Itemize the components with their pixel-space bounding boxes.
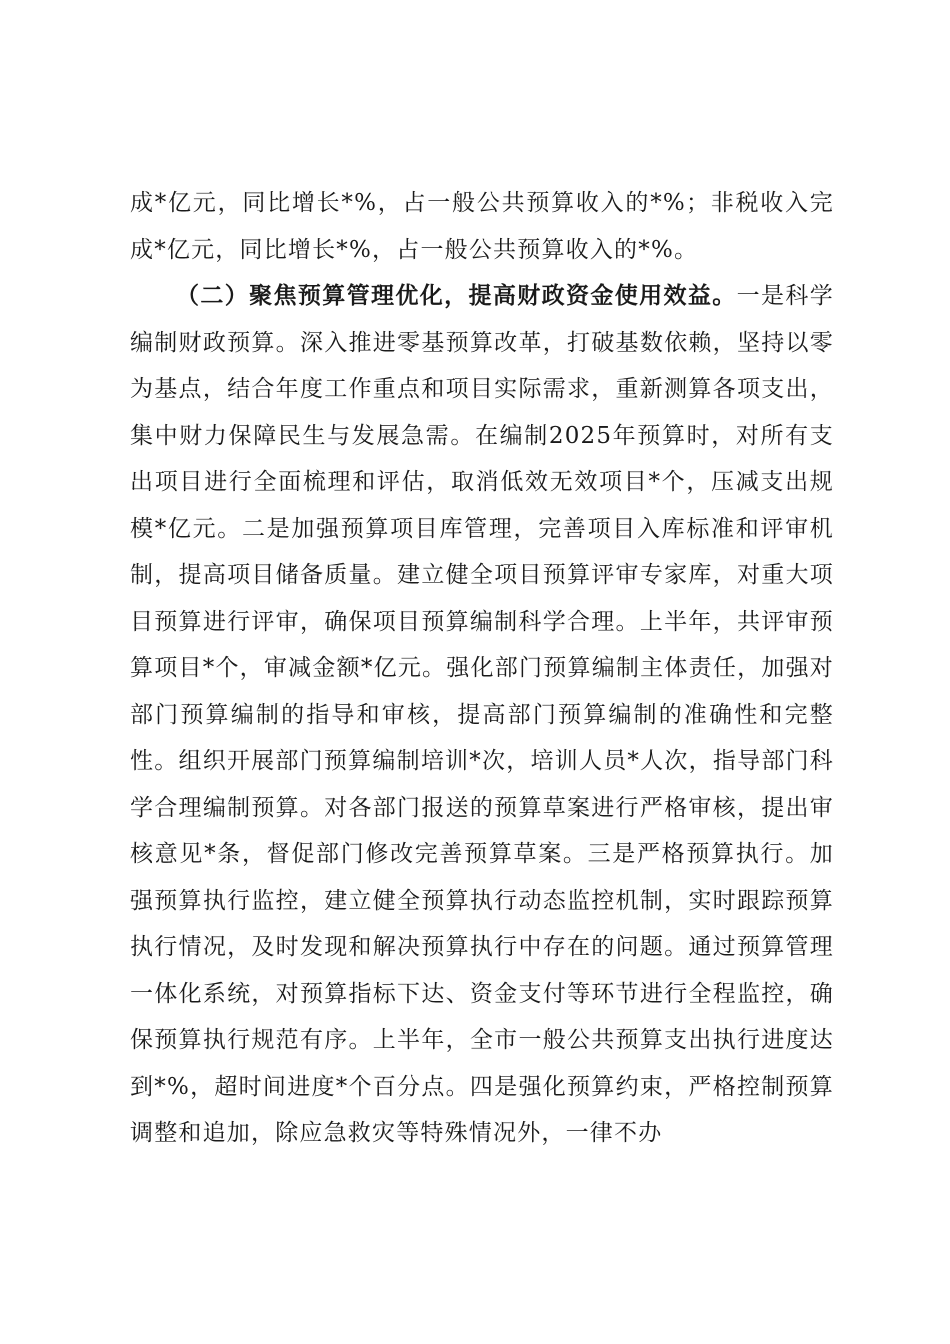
section-heading: （二）聚焦预算管理优化，提高财政资金使用效益。 bbox=[176, 283, 737, 309]
paragraph-budget-management bbox=[130, 273, 834, 1157]
document-body bbox=[130, 180, 834, 1157]
paragraph-continuation: 成*亿元，同比增长*%，占一般公共预算收入的*%；非税收入完成*亿元，同比增长*%，占一般公共预算收入的*%。 bbox=[130, 190, 834, 263]
paragraph-body: 一是科学编制财政预算。深入推进零基预算改革，打破基数依赖，坚持以零为基点，结合年度工作重点和项目实际需求，重新测算各项支出，集中财力保障民生与发展急需。在编制2025年预算时，对所有支出项目进行全面梳理和评估，取消低效无效项目*个，压减支出规模*亿元。二是加强预算项目库管理，完善项目入库标准和评审机制，提高项目储备质量。建立健全项目预算评审专家库，对重大项目预算进行评审，确保项目预算编制科学合理。上半年，共评审预算项目*个，审减金额*亿元。强化部门预算编制主体责任，加强对部门预算编制的指导和审核，提高部门预算编制的准确性和完整性。组织开展部门预算编制培训*次，培训人员*人次，指导部门科学合理编制预算。对各部门报送的预算草案进行严格审核，提出审核意见*条，督促部门修改完善预算草案。三是严格预算执行。加强预算执行监控，建立健全预算执行动态监控机制，实时跟踪预算执行情况，及时发现和解决预算执行中存在的问题。通过预算管理一体化系统，对预算指标下达、资金支付等环节进行全程监控，确保预算执行规范有序。上半年，全市一般公共预算支出执行进度达到*%，超时间进度*个百分点。四是强化预算约束，严格控制预算调整和追加，除应急救灾等特殊情况外，一律不办 bbox=[130, 283, 834, 1146]
